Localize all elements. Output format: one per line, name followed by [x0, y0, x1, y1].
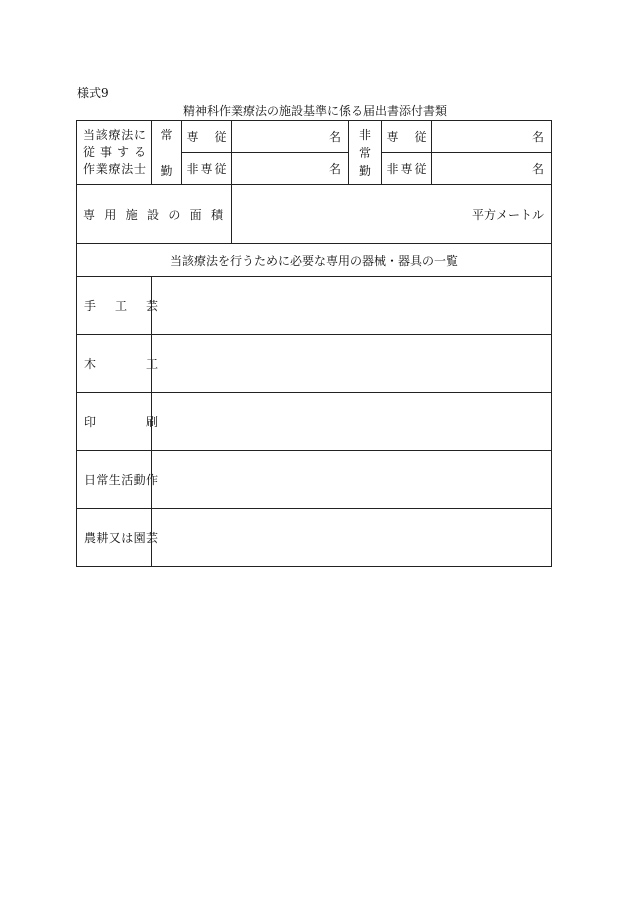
equipment-row-label: [77, 393, 158, 451]
equipment-list-field[interactable]: [152, 509, 552, 567]
label-char: 勤: [160, 163, 173, 178]
equipment-heading: 当該療法を行うために必要な専用の器械・器具の一覧: [77, 244, 552, 277]
part-time-non-dedicated-label: [382, 153, 432, 185]
label-text: 専従: [186, 130, 227, 144]
equipment-list-field[interactable]: [152, 451, 552, 509]
staff-row-dedicated: [77, 121, 552, 153]
label-char: 常: [160, 127, 173, 142]
part-time-non-dedicated-count-field[interactable]: [432, 153, 552, 185]
full-time-label: [152, 121, 182, 185]
unit-label: 名: [531, 130, 544, 144]
unit-label: 名: [328, 130, 341, 144]
label-text: 専用施設の面積: [83, 207, 223, 222]
label-text: 非専従: [186, 162, 227, 176]
document-title: 精神科作業療法の施設基準に係る届出書添付書類: [182, 104, 447, 118]
label-text: 手工芸: [84, 299, 158, 313]
part-time-label: [349, 121, 382, 185]
label-text: 日常生活動作: [84, 473, 158, 487]
unit-label: 名: [328, 162, 341, 176]
equipment-row-label: [77, 277, 158, 335]
label-spacer: [152, 144, 181, 162]
equipment-row: [77, 335, 552, 393]
part-time-dedicated-label: [382, 121, 432, 153]
facility-area-label: [77, 185, 232, 244]
full-time-dedicated-count-field[interactable]: [232, 121, 349, 153]
label-text: 農耕又は園芸: [84, 531, 158, 545]
staff-label-line: 従事する: [83, 145, 146, 159]
label-text: 非専従: [386, 162, 427, 176]
staff-section-label: [77, 121, 152, 185]
equipment-row-label: [77, 451, 158, 509]
unit-label: 名: [531, 162, 544, 176]
equipment-row: [77, 277, 552, 335]
equipment-list-field[interactable]: [152, 335, 552, 393]
staff-label-line: 作業療法士: [83, 162, 146, 176]
label-char: 非: [358, 127, 371, 142]
facility-form-table: [76, 120, 552, 567]
equipment-row: [77, 509, 552, 567]
equipment-heading-row: [77, 244, 552, 277]
facility-area-row: [77, 185, 552, 244]
form-number: 様式9: [77, 86, 109, 100]
full-time-non-dedicated-count-field[interactable]: [232, 153, 349, 185]
full-time-dedicated-label: [182, 121, 232, 153]
label-text: 印刷: [84, 415, 158, 429]
label-char: 勤: [358, 163, 371, 178]
full-time-non-dedicated-label: [182, 153, 232, 185]
equipment-row-label: [77, 335, 158, 393]
label-char: 常: [358, 145, 371, 160]
equipment-row-label: [77, 509, 158, 567]
unit-label: 平方メートル: [471, 207, 544, 222]
equipment-row: [77, 393, 552, 451]
label-text: 木工: [84, 357, 158, 371]
equipment-list-field[interactable]: [152, 277, 552, 335]
label-text: 専従: [386, 130, 427, 144]
equipment-list-field[interactable]: [152, 393, 552, 451]
facility-area-field[interactable]: [232, 185, 552, 244]
staff-label-line: 当該療法に: [83, 128, 146, 142]
part-time-dedicated-count-field[interactable]: [432, 121, 552, 153]
equipment-row: [77, 451, 552, 509]
